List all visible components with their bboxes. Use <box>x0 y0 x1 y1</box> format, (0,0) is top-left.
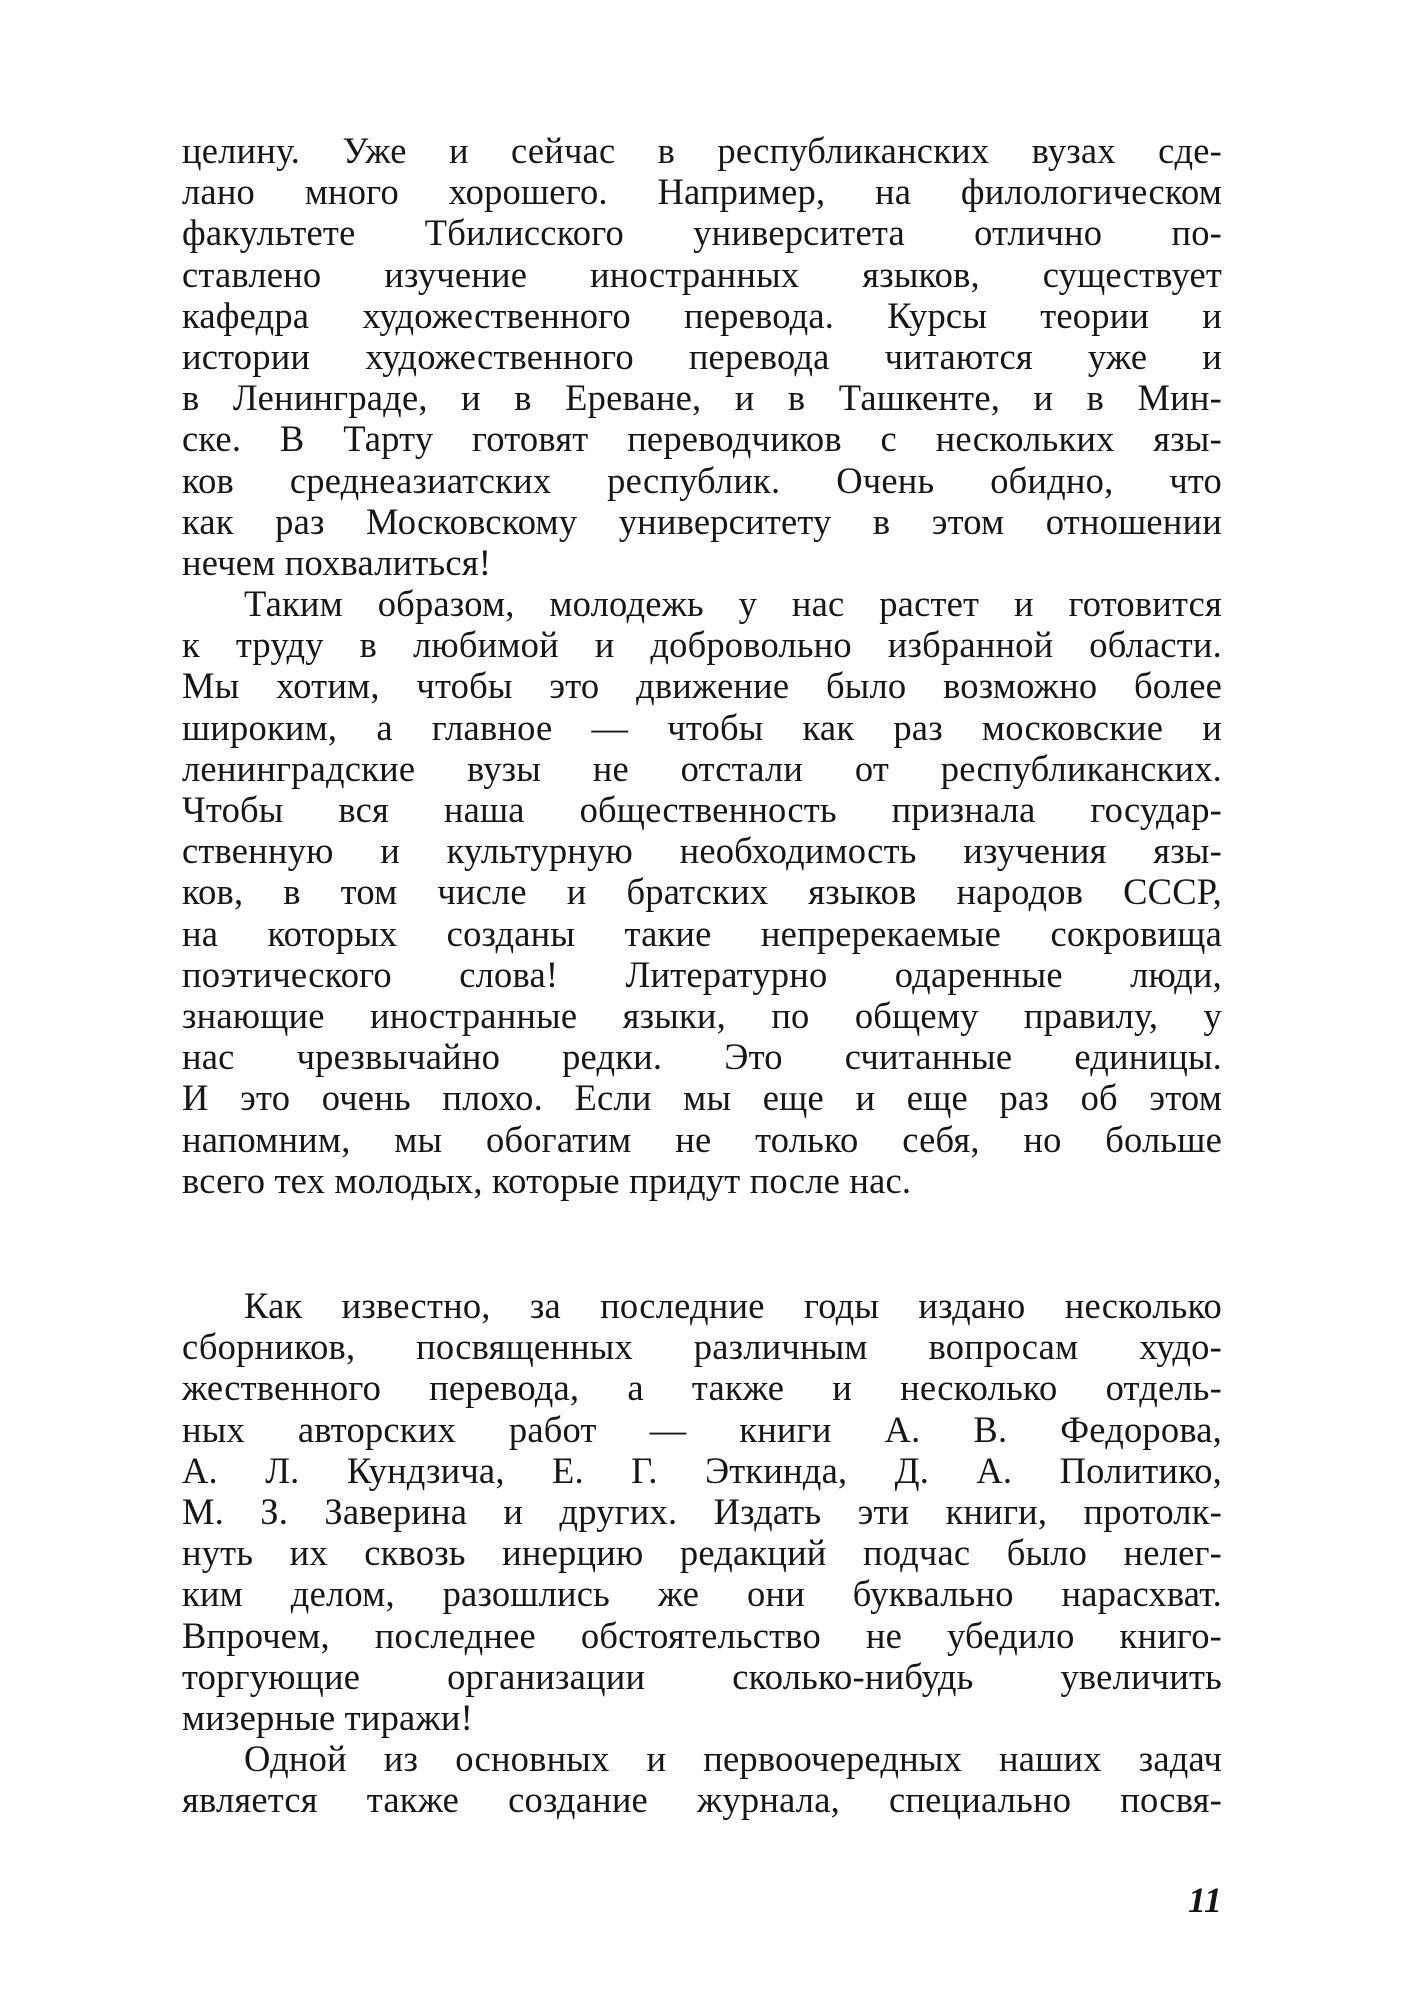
text-line: ким делом, разошлись же они буквально нарасхват. <box>182 1573 1222 1615</box>
text-line: как раз Московскому университету в этом отношении <box>182 500 1222 542</box>
text-line: ственную и культурную необходимость изучения язы- <box>182 830 1222 872</box>
text-line: широким, а главное — чтобы как раз московские и <box>182 706 1222 748</box>
text-line: ков среднеазиатских республик. Очень обидно, что <box>182 459 1222 501</box>
text-line: нас чрезвычайно редки. Это считанные единицы. <box>182 1036 1222 1078</box>
text-line: Как известно, за последние годы издано несколько <box>244 1285 1222 1326</box>
text-line: мизерные тиражи! <box>182 1696 473 1738</box>
paragraph <box>182 1738 1222 1820</box>
text-line: лано много хорошего. Например, на филологическом <box>182 171 1222 213</box>
text-line: Впрочем, последнее обстоятельство не убедило книго- <box>182 1614 1222 1656</box>
paragraph <box>182 130 1222 583</box>
text-line: Мы хотим, чтобы это движение было возможно более <box>182 665 1222 707</box>
text-line: нечем похвалиться! <box>182 541 492 583</box>
text-line: ске. В Тарту готовят переводчиков с нескольких язы- <box>182 418 1222 460</box>
text-line: Чтобы вся наша общественность признала государ- <box>182 789 1222 830</box>
text-line: на которых созданы такие непререкаемые сокровища <box>182 912 1222 954</box>
text-line: к труду в любимой и добровольно избранной области. <box>182 624 1222 666</box>
text-line: кафедра художественного перевода. Курсы теории и <box>182 294 1222 336</box>
text-line: поэтического слова! Литературно одаренные люди, <box>182 953 1222 995</box>
text-line: сборников, посвященных различным вопросам худо- <box>182 1326 1222 1368</box>
text-line: Таким образом, молодежь у нас растет и готовится <box>244 583 1222 625</box>
text-line: истории художественного перевода читаются уже и <box>182 335 1222 377</box>
text-line: И это очень плохо. Если мы еще и еще раз об этом <box>182 1077 1222 1119</box>
text-line: торгующие организации сколько-нибудь увеличить <box>182 1655 1222 1697</box>
text-line: ставлено изучение иностранных языков, существует <box>182 253 1222 295</box>
text-line: Одной из основных и первоочередных наших задач <box>244 1738 1222 1780</box>
text-line: в Ленинграде, и в Ереване, и в Ташкенте, и в Мин- <box>182 377 1222 419</box>
text-line: знающие иностранные языки, по общему правилу, у <box>182 994 1222 1036</box>
text-line: ных авторских работ — книги А. В. Федорова, <box>182 1408 1222 1450</box>
text-line: ков, в том числе и братских языков народов СССР, <box>182 871 1222 913</box>
text-line: напомним, мы обогатим не только себя, но больше <box>182 1118 1222 1160</box>
text-line: всего тех молодых, которые придут после нас. <box>182 1159 912 1201</box>
text-line: М. З. Заверина и других. Издать эти книги, протолк- <box>182 1490 1222 1532</box>
paragraph <box>182 583 1222 1201</box>
text-line: факультете Тбилисского университета отлично по- <box>182 212 1222 254</box>
text-line: целину. Уже и сейчас в республиканских вузах сде- <box>182 130 1222 171</box>
text-line: А. Л. Кундзича, Е. Г. Эткинда, Д. А. Политико, <box>182 1449 1222 1491</box>
text-line: жественного перевода, а также и несколько отдель- <box>182 1367 1222 1409</box>
text-line: является также создание журнала, специально посвя- <box>182 1779 1222 1821</box>
paragraph <box>182 1285 1222 1738</box>
text-line: нуть их сквозь инерцию редакций подчас было нелег- <box>182 1532 1222 1574</box>
section-2 <box>182 1285 1222 1820</box>
page-number: 11 <box>1188 1880 1223 1920</box>
section-1 <box>182 130 1222 1201</box>
text-line: ленинградские вузы не отстали от республиканских. <box>182 747 1222 789</box>
